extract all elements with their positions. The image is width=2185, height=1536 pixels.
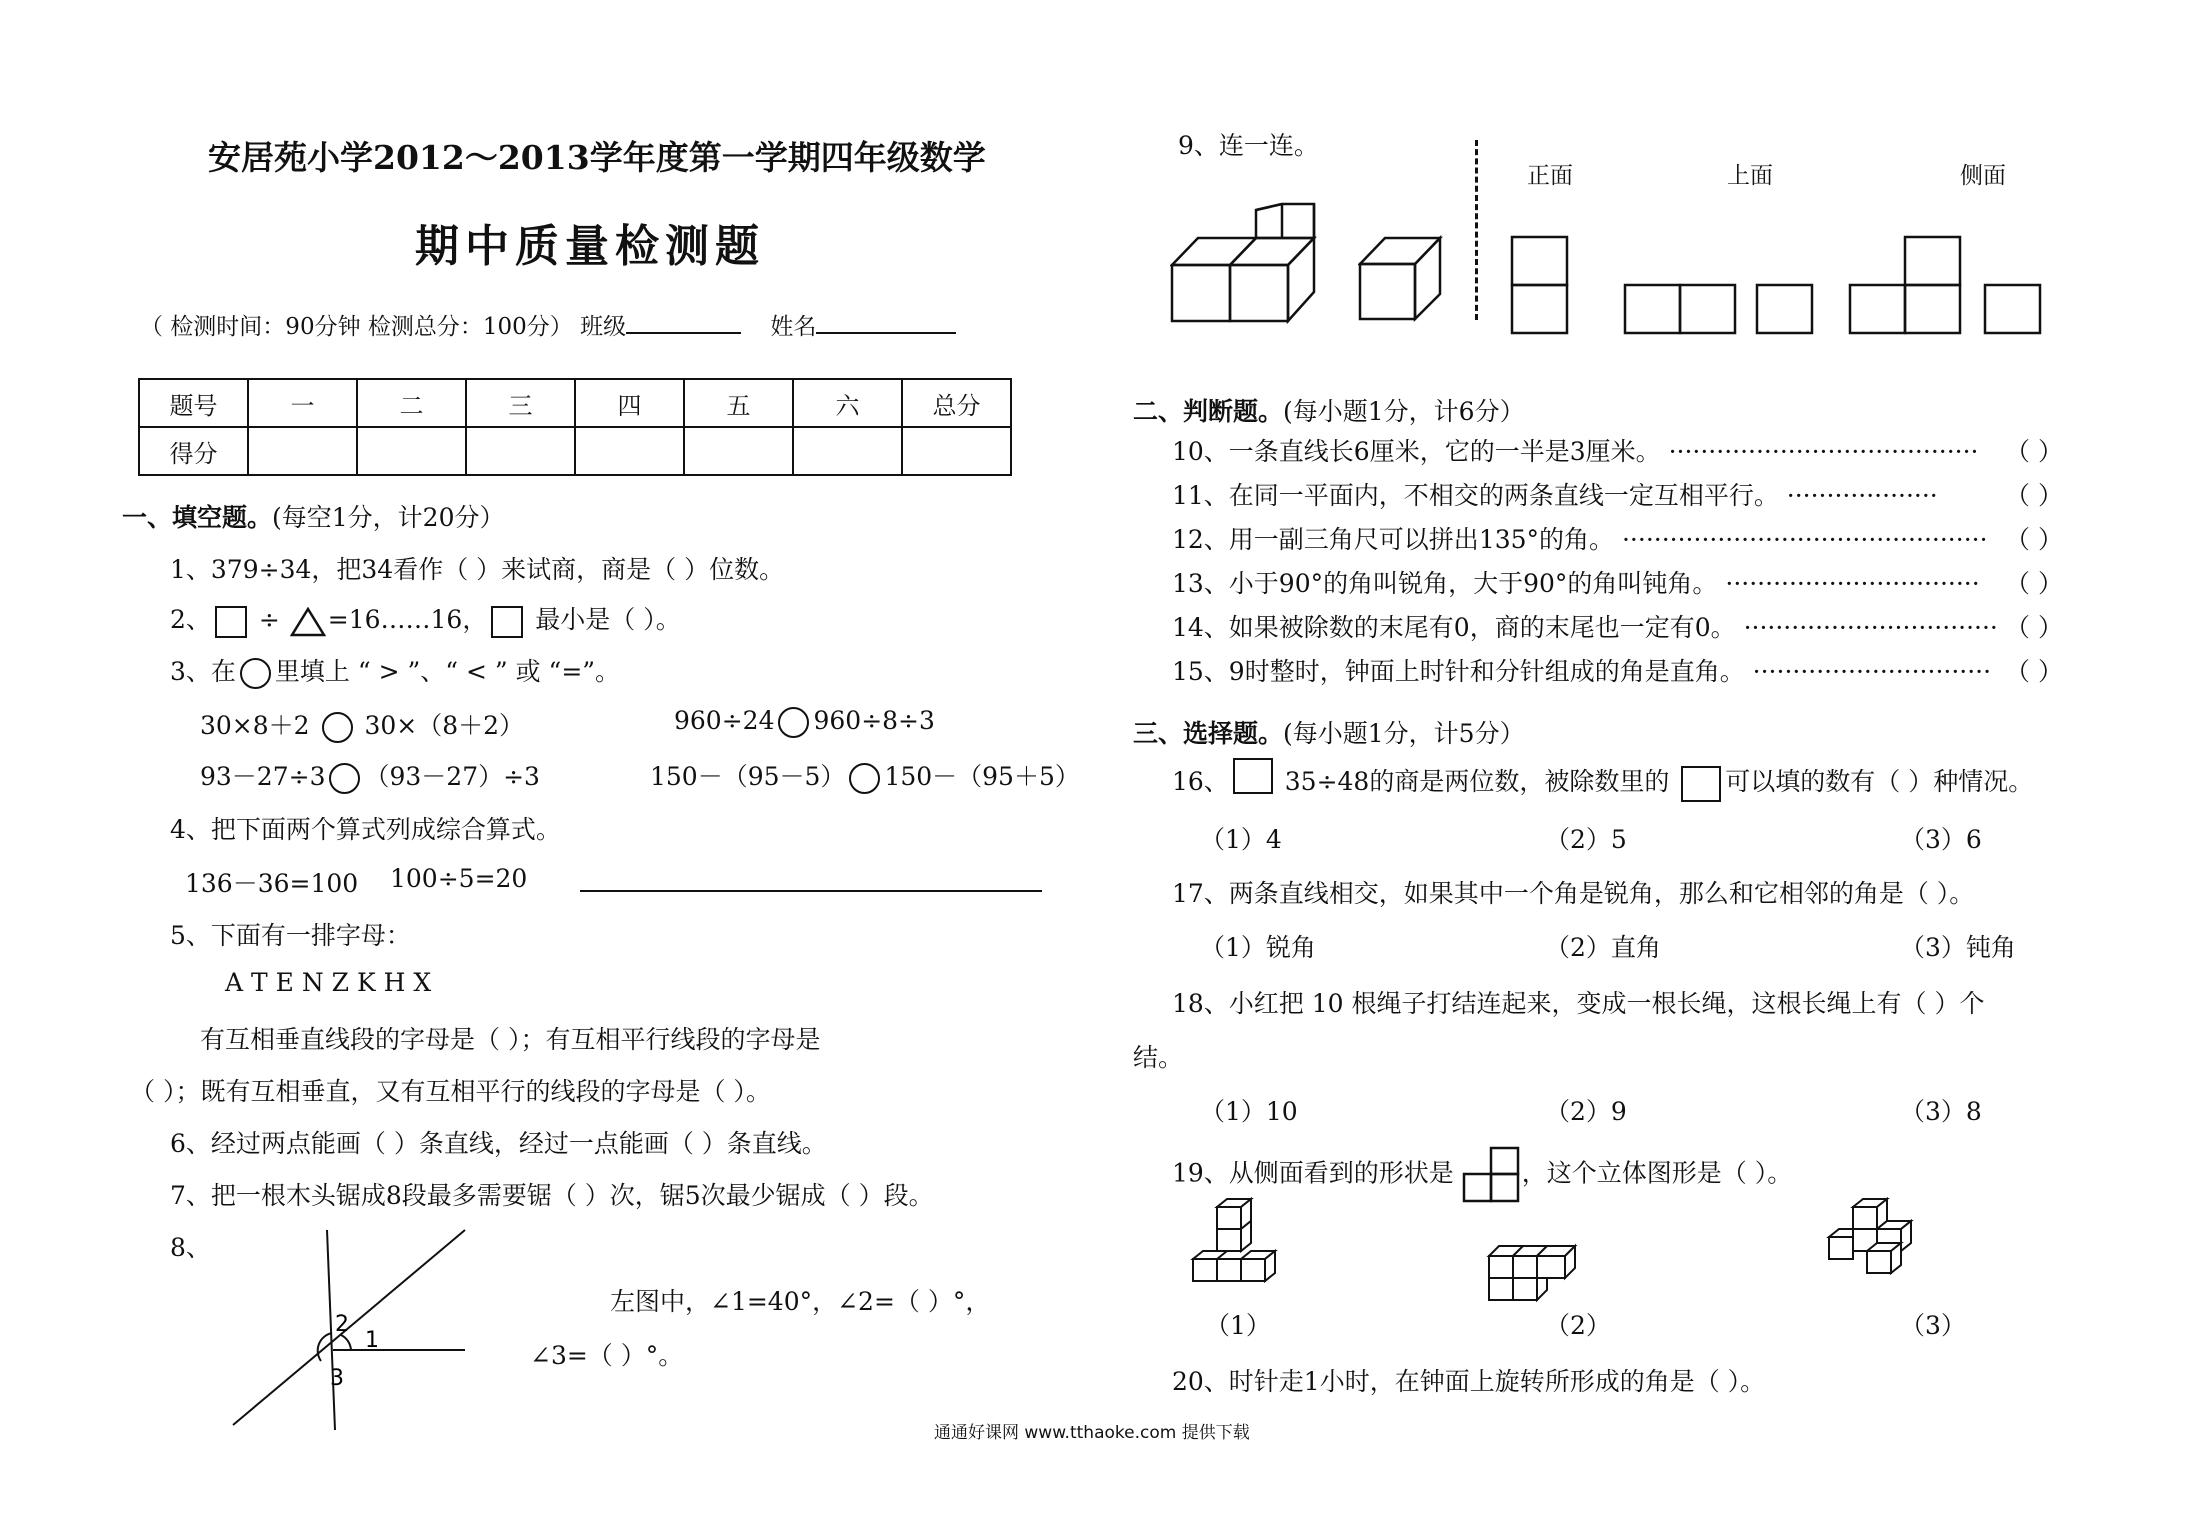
judge-item: 13、小于90°的角叫锐角，大于90°的角叫钝角。 ································ [1172,569,1980,598]
view-shape [1757,285,1812,333]
compare-circle[interactable] [322,712,353,743]
score-cell: 题号 [139,379,248,427]
q18-option-3[interactable]: （3）8 [1900,1097,1982,1126]
q8-angle-diagram [225,1225,475,1435]
q3a-right: 30×（8＋2） [364,711,525,740]
view-shape [1905,237,1960,285]
section3-note: (每小题1分，计5分） [1283,719,1525,748]
q3d-left: 150－（95－5） [650,762,846,791]
q3b-right: 960÷8÷3 [813,706,935,735]
q16-option-3[interactable]: （3）6 [1900,825,1982,854]
question-8: 8、 [170,1233,211,1262]
judge-item: 11、在同一平面内，不相交的两条直线一定互相平行。 ··················· [1172,481,1938,510]
circle-blank-icon [240,658,271,689]
q19-figure-1 [1185,1195,1290,1290]
question-9: 9、连一连。 [1178,131,1319,160]
q8-line-2: ∠3=（ ）°。 [530,1341,684,1370]
q2-prefix: 2、 [170,605,211,634]
score-cell: 四 [575,379,684,427]
question-4: 4、把下面两个算式列成综合算式。 [170,815,561,844]
q17-option-3[interactable]: （3）钝角 [1900,933,2016,962]
q3-row-1 [200,706,524,743]
score-input-cell[interactable] [248,427,357,475]
q2-div: ÷ [258,605,280,634]
score-table-header-row [139,379,1011,427]
q19-option-1[interactable]: （1） [1205,1311,1271,1340]
view-label-front: 正面 [1527,163,1573,189]
q3a-left: 30×8＋2 [200,711,310,740]
square-blank-icon [1233,758,1273,794]
judge-item: 12、用一副三角尺可以拼出135°的角。 ·············································· [1172,525,1988,554]
score-input-cell[interactable] [793,427,902,475]
q4-expr-2: 100÷5=20 [390,864,528,893]
q16-mid: 35÷48的商是两位数，被除数里的 [1284,767,1670,796]
q8-line-1: 左图中，∠1=40°，∠2=（ ）°， [610,1287,991,1316]
judge-mark[interactable]: （ ） [2005,437,2063,466]
view-shape [1850,285,1905,333]
question-2 [170,600,681,638]
square-blank-icon [215,606,247,638]
q3-prefix: 3、在 [170,657,236,686]
triangle-icon [290,607,326,637]
score-input-cell[interactable] [684,427,793,475]
q19-prefix: 19、从侧面看到的形状是 [1172,1158,1454,1188]
angle-label-1: 1 [365,1328,379,1353]
judge-mark[interactable]: （ ） [2005,657,2063,686]
view-shape [1680,285,1735,333]
section2-label: 二、判断题。 [1133,397,1284,426]
q18-option-2[interactable]: （2）9 [1545,1097,1627,1126]
compare-circle[interactable] [778,707,809,738]
q3c-right: （93－27）÷3 [364,762,540,791]
section1-label: 一、填空题。 [122,503,273,532]
question-17: 17、两条直线相交，如果其中一个角是锐角，那么和它相邻的角是（ ）。 [1172,879,1975,908]
view-shape [1985,285,2040,333]
exam-info-text: （ 检测时间：90分钟 检测总分：100分） 班级 [140,314,627,340]
view-shape [1512,285,1567,333]
question-16 [1172,762,2033,802]
compare-circle[interactable] [329,763,360,794]
q5-letters: A T E N Z K H X [225,968,432,997]
score-cell: 三 [466,379,575,427]
q4-answer-line[interactable] [580,890,1042,892]
compare-circle[interactable] [849,763,880,794]
q3d-right: 150－（95＋5） [884,762,1080,791]
score-input-cell[interactable] [466,427,575,475]
score-cell: 五 [684,379,793,427]
class-blank[interactable] [626,332,741,334]
question-7: 7、把一根木头锯成8段最多需要锯（ ）次，锯5次最少锯成（ ）段。 [170,1181,934,1210]
q9-solid-figure-2 [1358,234,1443,324]
q16-prefix: 16、 [1172,767,1229,796]
score-input-cell[interactable] [575,427,684,475]
q17-option-2[interactable]: （2）直角 [1545,933,1661,962]
score-input-cell[interactable] [902,427,1011,475]
view-shape [1905,285,1960,333]
question-5: 5、下面有一排字母： [170,921,411,950]
score-cell: 六 [793,379,902,427]
q19-option-2[interactable]: （2） [1545,1311,1611,1340]
judge-mark[interactable]: （ ） [2005,481,2063,510]
q5-line-1: 有互相垂直线段的字母是（ ）；有互相平行线段的字母是 [200,1025,821,1054]
score-cell: 总分 [902,379,1011,427]
angle-arc [341,1335,351,1350]
score-cell: 得分 [139,427,248,475]
question-6: 6、经过两点能画（ ）条直线，经过一点能画（ ）条直线。 [170,1129,827,1158]
angle-label-2: 2 [335,1312,349,1337]
q16-option-1[interactable]: （1）4 [1200,825,1282,854]
section2-heading [1133,392,1525,428]
view-shape [1625,285,1680,333]
view-label-side: 侧面 [1960,163,2006,189]
q19-option-3[interactable]: （3） [1900,1311,1966,1340]
view-label-top: 上面 [1727,163,1773,189]
question-18-line1: 18、小红把 10 根绳子打结连起来，变成一根长绳，这根长绳上有（ ）个 [1172,989,1985,1018]
q5-line-2: （ ）；既有互相垂直，又有互相平行的线段的字母是（ ）。 [130,1077,771,1106]
name-blank[interactable] [816,332,956,334]
q9-solid-figure-1 [1170,200,1330,325]
q2-mid: =16……16， [327,605,488,634]
q19-figure-2 [1485,1240,1595,1312]
judge-item: 15、9时整时，钟面上时针和分针组成的角是直角。 ······························ [1172,657,1992,686]
judge-item: 14、如果被除数的末尾有0，商的末尾也一定有0。 ································ [1172,613,1998,642]
section1-note: (每空1分，计20分） [272,503,505,532]
q3-row-1b [674,706,935,738]
judge-mark[interactable]: （ ） [2005,525,2063,554]
view-shape [1512,237,1567,285]
section1-heading [122,498,505,534]
q16-option-2[interactable]: （2）5 [1545,825,1627,854]
judge-mark[interactable]: （ ） [2005,613,2063,642]
exam-info [140,308,956,341]
q3c-left: 93－27÷3 [200,762,326,791]
score-cell: 一 [248,379,357,427]
q9-divider [1475,140,1478,320]
q2-end: 最小是（ ）。 [527,605,681,634]
q16-end: 可以填的数有（ ）种情况。 [1725,767,2034,796]
score-table-score-row [139,427,1011,475]
diagonal-line [233,1230,465,1425]
question-3 [170,652,620,689]
question-20: 20、时针走1小时，在钟面上旋转所形成的角是（ ）。 [1172,1367,1766,1396]
question-1: 1、379÷34，把34看作（ ）来试商，商是（ ）位数。 [170,555,785,584]
q3-text: 里填上 “ > ”、“ < ” 或 “=”。 [274,657,621,686]
section3-label: 三、选择题。 [1133,719,1284,748]
angle-label-3: 3 [330,1366,344,1391]
q18-option-1[interactable]: （1）10 [1200,1097,1298,1126]
score-table [138,378,1012,476]
exam-title: 安居苑小学2012～2013学年度第一学期四年级数学 [208,138,986,177]
q9-view-shapes [1505,235,2045,340]
score-cell: 二 [357,379,466,427]
judge-item: 10、一条直线长6厘米，它的一半是3厘米。 ······································· [1172,437,1979,466]
section2-note: (每小题1分，计6分） [1283,397,1525,426]
q19-figure-3 [1823,1195,1933,1290]
score-input-cell[interactable] [357,427,466,475]
judge-mark[interactable]: （ ） [2005,569,2063,598]
page-footer: 通通好课网 www.tthaoke.com 提供下载 [934,1423,1250,1443]
square-blank-icon [491,606,523,638]
q3-row-2b [650,757,1080,794]
vertical-line [327,1230,335,1430]
exam-subtitle: 期中质量检测题 [415,221,765,272]
name-label: 姓名 [770,314,817,340]
q3b-left: 960÷24 [674,706,775,735]
square-blank-icon [1681,766,1721,802]
side-view-shape-icon [1462,1146,1522,1204]
q17-option-1[interactable]: （1）锐角 [1200,933,1316,962]
q3-row-2 [200,757,540,794]
section3-heading [1133,714,1525,750]
q4-expr-1: 136－36=100 [185,869,359,898]
q19-end: ，这个立体图形是（ ）。 [1521,1158,1793,1188]
question-18-line2: 结。 [1133,1043,1184,1072]
